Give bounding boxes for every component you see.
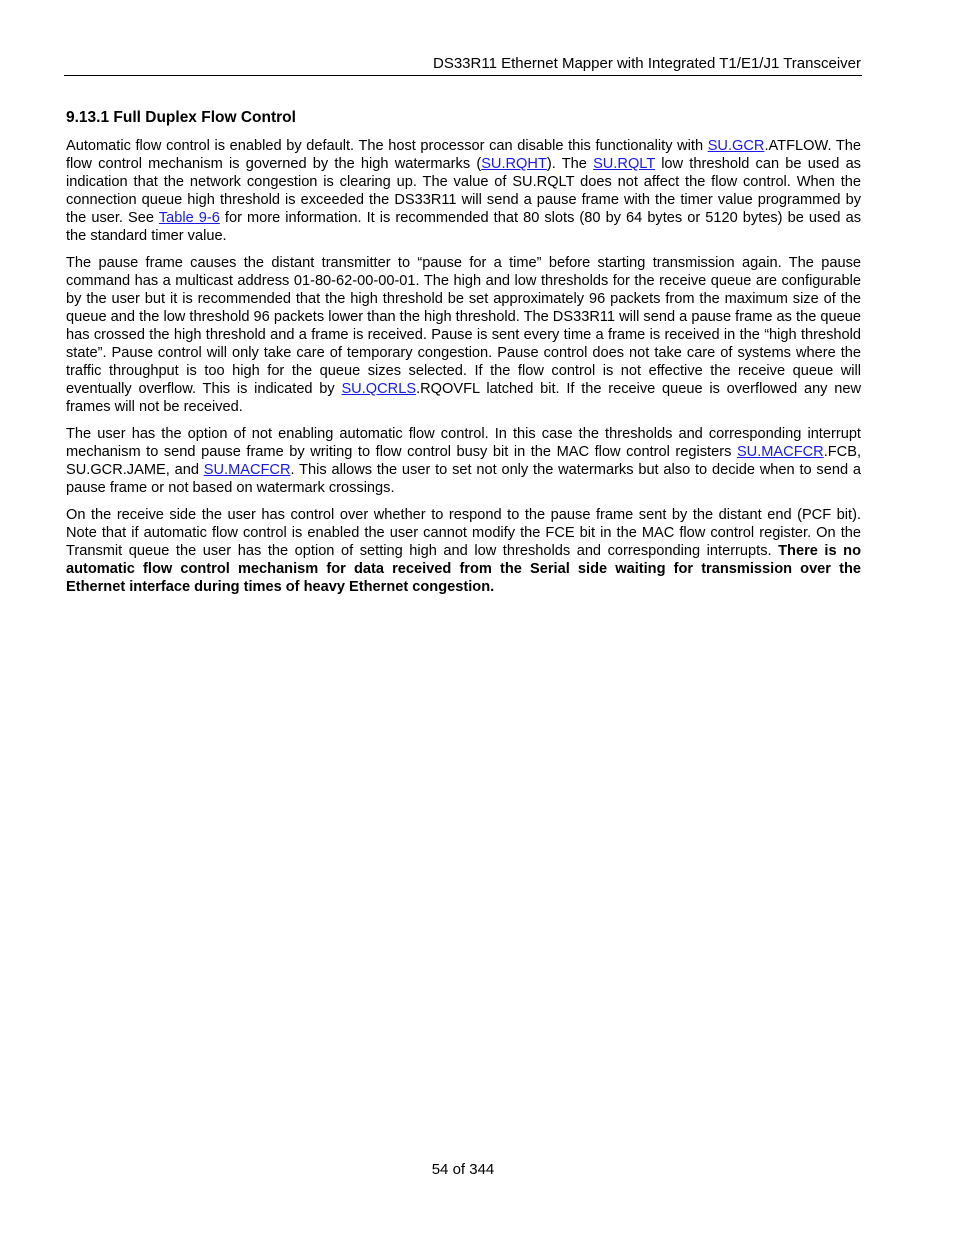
link-su-macfcr[interactable]: SU.MACFCR [203, 462, 291, 478]
paragraph-text: .FCB, SU.GCR.JAME, and [66, 444, 861, 478]
paragraph-manual-flow-control [66, 425, 861, 497]
paragraph-text: Automatic flow control is enabled by default. The host processor can disable this functionality with [66, 138, 708, 154]
link-su-gcr[interactable]: SU.GCR [707, 138, 765, 154]
header-divider [64, 75, 862, 76]
section-body [66, 137, 861, 605]
paragraph-pause-frame [66, 254, 861, 416]
section-heading: 9.13.1 Full Duplex Flow Control [66, 109, 296, 126]
page-number: 54 of 344 [431, 1161, 495, 1178]
link-su-rqht[interactable]: SU.RQHT [481, 156, 547, 172]
paragraph-text: low threshold can be used as indication that the network congestion is clearing up. The value of SU.RQLT does not affect the flow control. When the connection queue high threshold is exceeded the DS33R11 will send a pause frame with the timer value programmed by the user. See [66, 156, 861, 226]
paragraph-text: .ATFLOW. The flow control mechanism is governed by the high watermarks ( [66, 138, 861, 172]
paragraph-text: On the receive side the user has control over whether to respond to the pause frame sent by the distant end (PCF bit). Note that if automatic flow control is enabled the user cannot modify the FCE bit in the MAC flow control register. On the Transmit queue the user has the option of setting high and low thresholds and corresponding interrupts. [66, 507, 861, 559]
paragraph-automatic-flow-control [66, 137, 861, 245]
paragraph-text: ). The [546, 156, 594, 172]
paragraph-receive-side [66, 506, 861, 596]
paragraph-text: The user has the option of not enabling automatic flow control. In this case the thresholds and corresponding interrupt mechanism to send pause frame by writing to flow control busy bit in the MAC flow control registers [66, 426, 861, 460]
link-su-rqlt[interactable]: SU.RQLT [593, 156, 655, 172]
link-table-9-6[interactable]: Table 9-6 [158, 210, 220, 226]
link-su-macfcr[interactable]: SU.MACFCR [736, 444, 824, 460]
link-su-qcrls[interactable]: SU.QCRLS [341, 381, 417, 397]
paragraph-text: The pause frame causes the distant transmitter to “pause for a time” before starting transmission again. The pause command has a multicast address 01-80-62-00-00-01. The high and low thresholds for the receive queue are configurable by the user but it is recommended that the high threshold be set approximately 96 packets from the maximum size of the queue and the low threshold 96 packets lower than the high threshold. The DS33R11 will send a pause frame as the queue has crossed the high threshold and a frame is received. Pause is sent every time a frame is received in the “high threshold state”. Pause control will only take care of temporary congestion. Pause control does not take care of systems where the traffic throughput is too high for the queue sizes selected. If the flow control is not effective the receive queue will eventually overflow. This is indicated by [66, 255, 861, 397]
paragraph-text: for more information. It is recommended that 80 slots (80 by 64 bytes or 5120 bytes) be used as the standard timer value. [66, 210, 861, 244]
document-header-title: DS33R11 Ethernet Mapper with Integrated T1/E1/J1 Transceiver [432, 55, 861, 72]
paragraph-text: . This allows the user to set not only the watermarks but also to decide when to send a pause frame or not based on watermark crossings. [66, 462, 862, 496]
paragraph-text: .RQOVFL latched bit. If the receive queue is overflowed any new frames will not be received. [66, 381, 861, 415]
paragraph-bold-note: There is no automatic flow control mechanism for data received from the Serial side waiting for transmission over the Ethernet interface during times of heavy Ethernet congestion. [66, 543, 861, 595]
